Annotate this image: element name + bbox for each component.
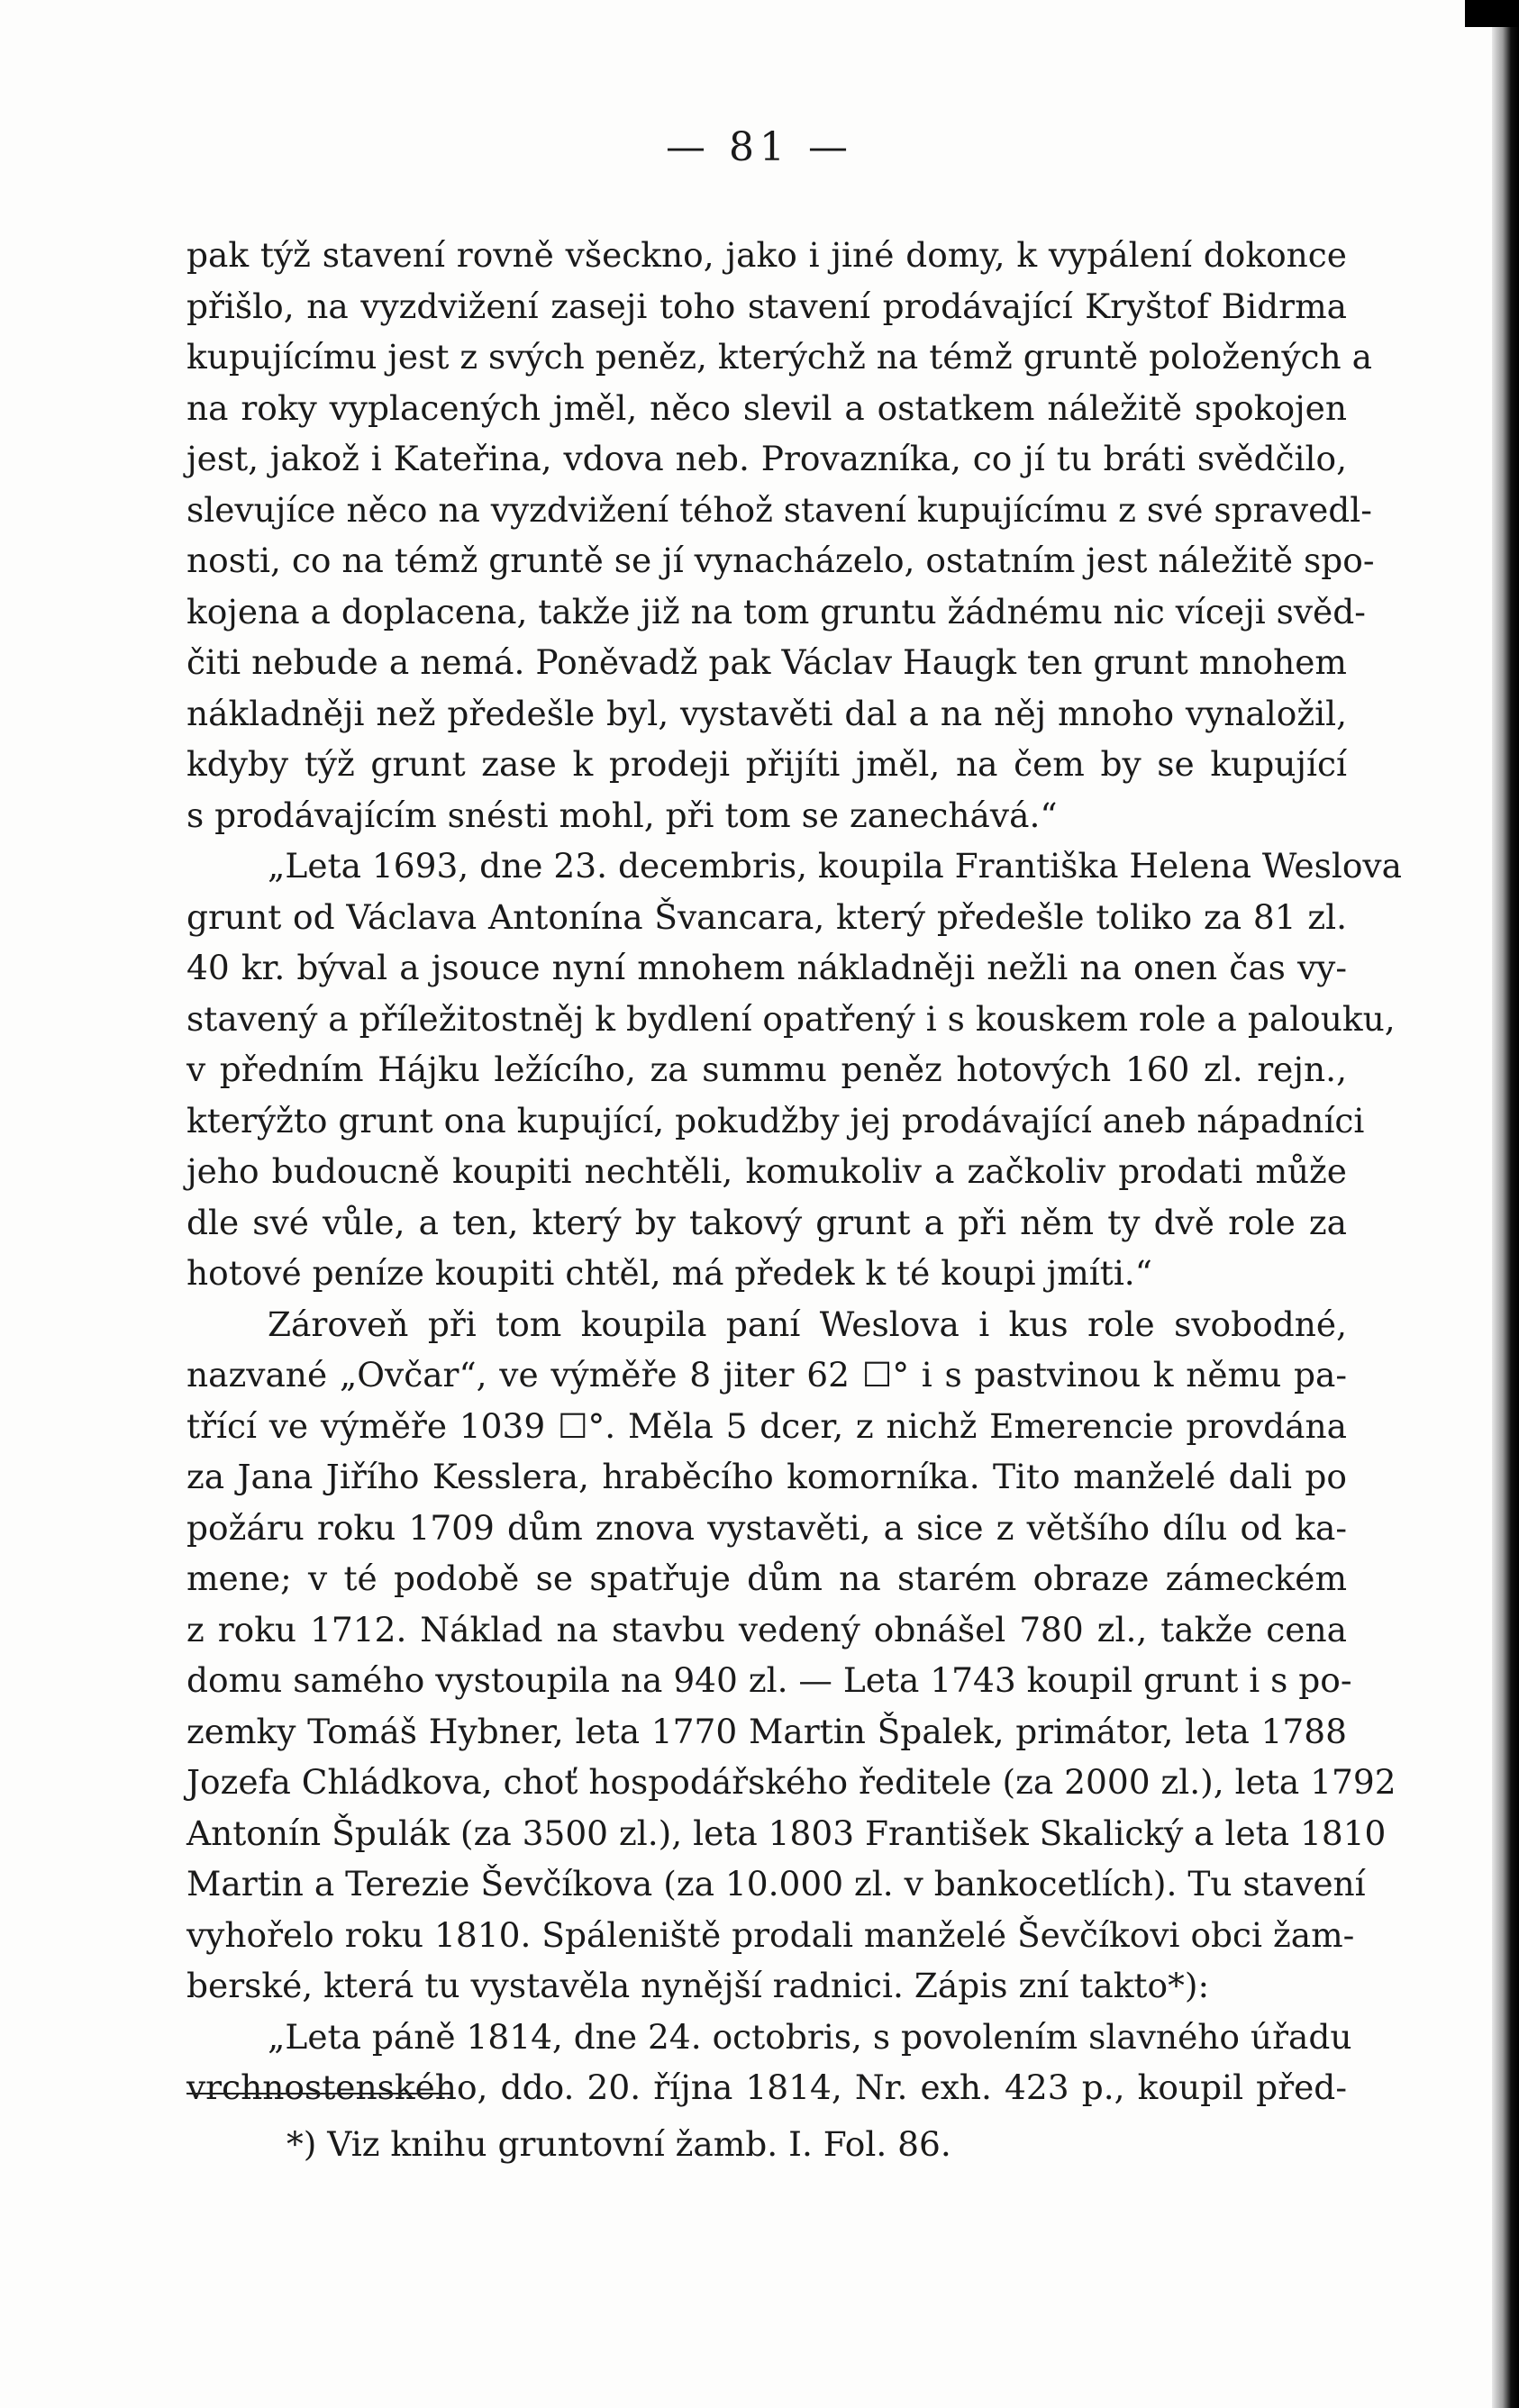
text-line: mene; v té podobě se spatřuje dům na starém obraze zámeckém <box>186 1558 1347 1598</box>
text-line: pak týž stavení rovně všeckno, jako i jiné domy, k vypálení dokonce <box>186 235 1347 275</box>
text-line: kterýžto grunt ona kupující, pokudžby jej prodávající aneb nápadníci <box>186 1100 1365 1140</box>
text-line: jest, jakož i Kateřina, vdova neb. Provazníka, co jí tu bráti svědčilo, <box>186 439 1347 478</box>
text-line: čiti nebude a nemá. Poněvadž pak Václav Haugk ten grunt mnohem <box>186 642 1347 682</box>
text-line: domu samého vystoupila na 940 zl. — Leta 1743 koupil grunt i s po- <box>186 1660 1352 1700</box>
book-binding-edge <box>1492 0 1519 2408</box>
text-line: hotové peníze koupiti chtěl, má předek k té koupi jmíti.“ <box>186 1253 1152 1293</box>
text-line: 40 kr. býval a jsouce nyní mnohem nákladněji nežli na onen čas vy- <box>186 948 1347 987</box>
text-line: požáru roku 1709 dům znova vystavěti, a sice z většího dílu od ka- <box>186 1507 1347 1548</box>
text-line: z roku 1712. Náklad na stavbu vedený obnášel 780 zl., takže cena <box>186 1609 1347 1649</box>
body-text <box>186 230 1402 2113</box>
text-line: „Leta páně 1814, dne 24. octobris, s povolením slavného úřadu <box>268 2016 1352 2057</box>
text-line: nazvané „Ovčar“, ve výměře 8 jiter 62 ☐° i s pastvinou k němu pa- <box>186 1355 1347 1395</box>
text-line: nákladněji než předešle byl, vystavěti dal a na něj mnoho vynaložil, <box>186 693 1347 733</box>
text-line: přišlo, na vyzdvižení zaseji toho stavení prodávající Kryštof Bidrma <box>186 286 1347 326</box>
text-line: s prodávajícím snésti mohl, při tom se zanechává.“ <box>186 795 1058 835</box>
text-line: slevujíce něco na vyzdvižení téhož stavení kupujícímu z své spravedl- <box>186 489 1372 530</box>
text-line: Zároveň při tom koupila paní Weslova i kus role svobodné, <box>268 1304 1347 1344</box>
text-line: kojena a doplacena, takže již na tom gruntu žádnému nic víceji svěd- <box>186 591 1366 632</box>
text-line: „Leta 1693, dne 23. decembris, koupila Františka Helena Weslova <box>268 846 1402 886</box>
text-line: berské, která tu vystavěla nynější radnici. Zápis zní takto*): <box>186 1966 1210 2005</box>
text-line: dle své vůle, a ten, který by takový grunt a při něm ty dvě role za <box>186 1202 1347 1242</box>
text-line: jeho budoucně koupiti nechtěli, komukoliv a začkoliv prodati může <box>186 1151 1347 1191</box>
book-binding-corner <box>1465 0 1519 27</box>
text-line: Antonín Špulák (za 3500 zl.), leta 1803 František Skalický a leta 1810 <box>186 1813 1387 1853</box>
text-line: Martin a Terezie Ševčíkova (za 10.000 zl. v bankocetlích). Tu stavení <box>186 1864 1366 1904</box>
text-line: vrchnostenského, ddo. 20. října 1814, Nr. exh. 423 p., koupil před- <box>186 2067 1347 2107</box>
text-line: kupujícímu jest z svých peněz, kterýchž na témž gruntě položených a <box>186 337 1372 377</box>
text-line: kdyby týž grunt zase k prodeji přijíti jměl, na čem by se kupující <box>186 744 1347 784</box>
text-line: stavený a příležitostněj k bydlení opatřený i s kouskem role a palouku, <box>186 998 1396 1039</box>
text-line: zemky Tomáš Hybner, leta 1770 Martin Špalek, primátor, leta 1788 <box>186 1711 1347 1751</box>
text-line: nosti, co na témž gruntě se jí vynacházelo, ostatním jest náležitě spo- <box>186 541 1375 580</box>
text-line: v předním Hájku ležícího, za summu peněz hotových 160 zl. rejn., <box>186 1050 1347 1089</box>
text-line: na roky vyplacených jměl, něco slevil a ostatkem náležitě spokojen <box>186 387 1347 428</box>
footnote: *) Viz knihu gruntovní žamb. I. Fol. 86. <box>287 2124 951 2164</box>
text-line: za Jana Jiřího Kesslera, hraběcího komorníka. Tito manželé dali po <box>186 1457 1347 1496</box>
text-line: Jozefa Chládkova, choť hospodářského ředitele (za 2000 zl.), leta 1792 <box>186 1762 1396 1802</box>
text-line: grunt od Václava Antonína Švancara, který předešle toliko za 81 zl. <box>186 896 1347 937</box>
text-line: třící ve výměře 1039 ☐°. Měla 5 dcer, z nichž Emerencie provdána <box>186 1405 1347 1446</box>
footnote-rule <box>186 2093 450 2095</box>
text-line: vyhořelo roku 1810. Spáleniště prodali manželé Ševčíkovi obci žam- <box>186 1914 1355 1955</box>
page-number: — 81 — <box>666 124 853 170</box>
